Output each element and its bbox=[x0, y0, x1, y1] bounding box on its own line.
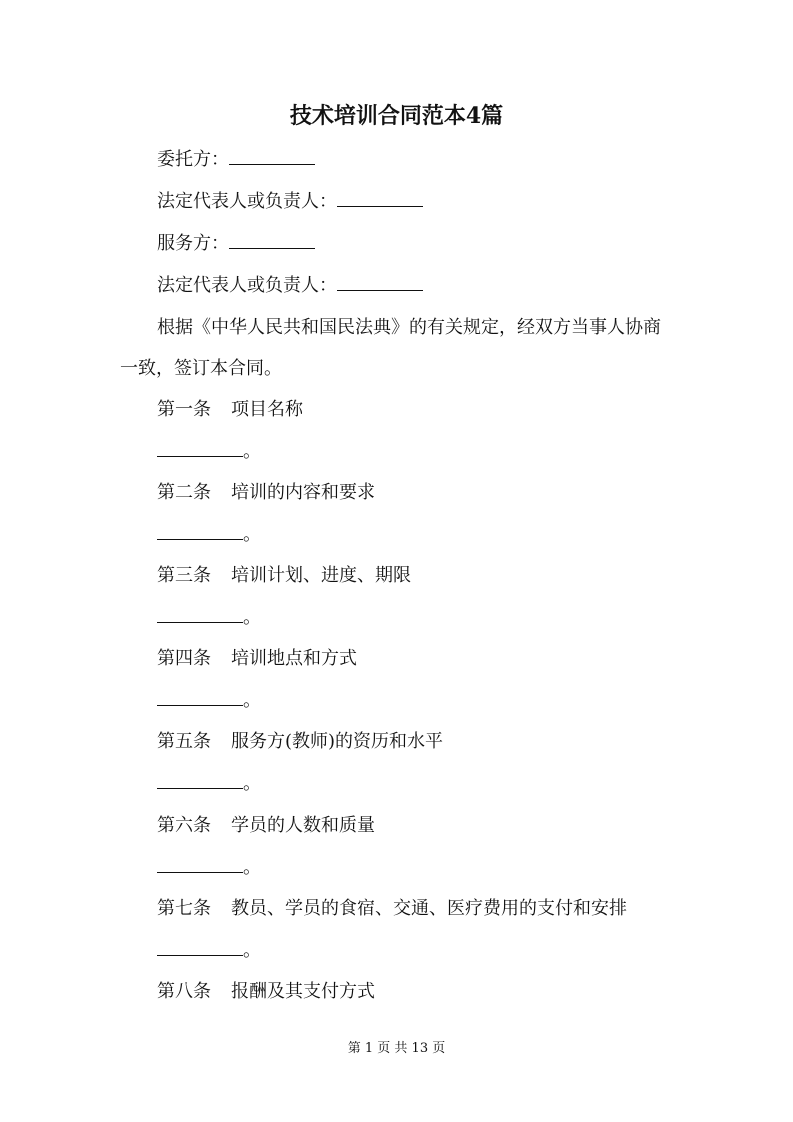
article-7-blank-line bbox=[157, 937, 261, 965]
party-provider-representative-label: 法定代表人或负责人： bbox=[157, 275, 337, 296]
party-client-blank bbox=[229, 146, 315, 165]
article-4-heading bbox=[157, 645, 357, 673]
intro-line-1: 根据《中华人民共和国民法典》的有关规定，经双方当事人协商 bbox=[157, 317, 661, 338]
article-2-number: 第二条 bbox=[157, 482, 211, 503]
party-provider bbox=[157, 230, 315, 258]
article-7-number: 第七条 bbox=[157, 898, 211, 919]
article-1-heading bbox=[157, 396, 303, 424]
party-client-label: 委托方： bbox=[157, 149, 229, 170]
party-provider-representative bbox=[157, 272, 423, 300]
article-1-number: 第一条 bbox=[157, 399, 211, 420]
article-6-blank bbox=[157, 854, 243, 873]
article-3-heading bbox=[157, 562, 411, 590]
article-4-title: 培训地点和方式 bbox=[231, 648, 357, 669]
article-4-blank bbox=[157, 687, 243, 706]
article-8-number: 第八条 bbox=[157, 981, 211, 1002]
intro-line-2: 一致，签订本合同。 bbox=[120, 358, 282, 379]
party-client bbox=[157, 146, 315, 174]
party-provider-representative-blank bbox=[337, 272, 423, 291]
article-6-blank-end: 。 bbox=[243, 857, 261, 878]
article-2-heading bbox=[157, 479, 375, 507]
party-client-representative-blank bbox=[337, 188, 423, 207]
article-2-blank bbox=[157, 521, 243, 540]
article-5-blank-line bbox=[157, 770, 261, 798]
article-7-title: 教员、学员的食宿、交通、医疗费用的支付和安排 bbox=[231, 898, 627, 919]
article-7-blank bbox=[157, 937, 243, 956]
article-8-heading bbox=[157, 978, 375, 1006]
article-1-blank-line bbox=[157, 438, 261, 466]
article-7-heading bbox=[157, 895, 627, 923]
article-3-blank-end: 。 bbox=[243, 607, 261, 628]
article-2-title: 培训的内容和要求 bbox=[231, 482, 375, 503]
article-5-number: 第五条 bbox=[157, 731, 211, 752]
article-1-blank bbox=[157, 438, 243, 457]
document-title: 技术培训合同范本4篇 bbox=[289, 103, 504, 129]
article-6-blank-line bbox=[157, 854, 261, 882]
article-6-number: 第六条 bbox=[157, 815, 211, 836]
party-provider-label: 服务方： bbox=[157, 233, 229, 254]
page-number-footer: 第 1 页 共 13 页 bbox=[347, 1041, 446, 1056]
article-5-title: 服务方(教师)的资历和水平 bbox=[231, 731, 444, 752]
article-3-blank-line bbox=[157, 604, 261, 632]
article-3-title: 培训计划、进度、期限 bbox=[231, 565, 411, 586]
article-1-title: 项目名称 bbox=[231, 399, 303, 420]
party-provider-blank bbox=[229, 230, 315, 249]
article-2-blank-line bbox=[157, 521, 261, 549]
article-5-blank-end: 。 bbox=[243, 773, 261, 794]
article-3-number: 第三条 bbox=[157, 565, 211, 586]
party-client-representative bbox=[157, 188, 423, 216]
article-4-blank-line bbox=[157, 687, 261, 715]
article-7-blank-end: 。 bbox=[243, 940, 261, 961]
article-3-blank bbox=[157, 604, 243, 623]
article-5-blank bbox=[157, 770, 243, 789]
article-4-number: 第四条 bbox=[157, 648, 211, 669]
article-8-title: 报酬及其支付方式 bbox=[231, 981, 375, 1002]
party-client-representative-label: 法定代表人或负责人： bbox=[157, 191, 337, 212]
article-2-blank-end: 。 bbox=[243, 524, 261, 545]
article-6-heading bbox=[157, 812, 375, 840]
article-4-blank-end: 。 bbox=[243, 690, 261, 711]
article-6-title: 学员的人数和质量 bbox=[231, 815, 375, 836]
article-5-heading bbox=[157, 728, 443, 756]
article-1-blank-end: 。 bbox=[243, 441, 261, 462]
